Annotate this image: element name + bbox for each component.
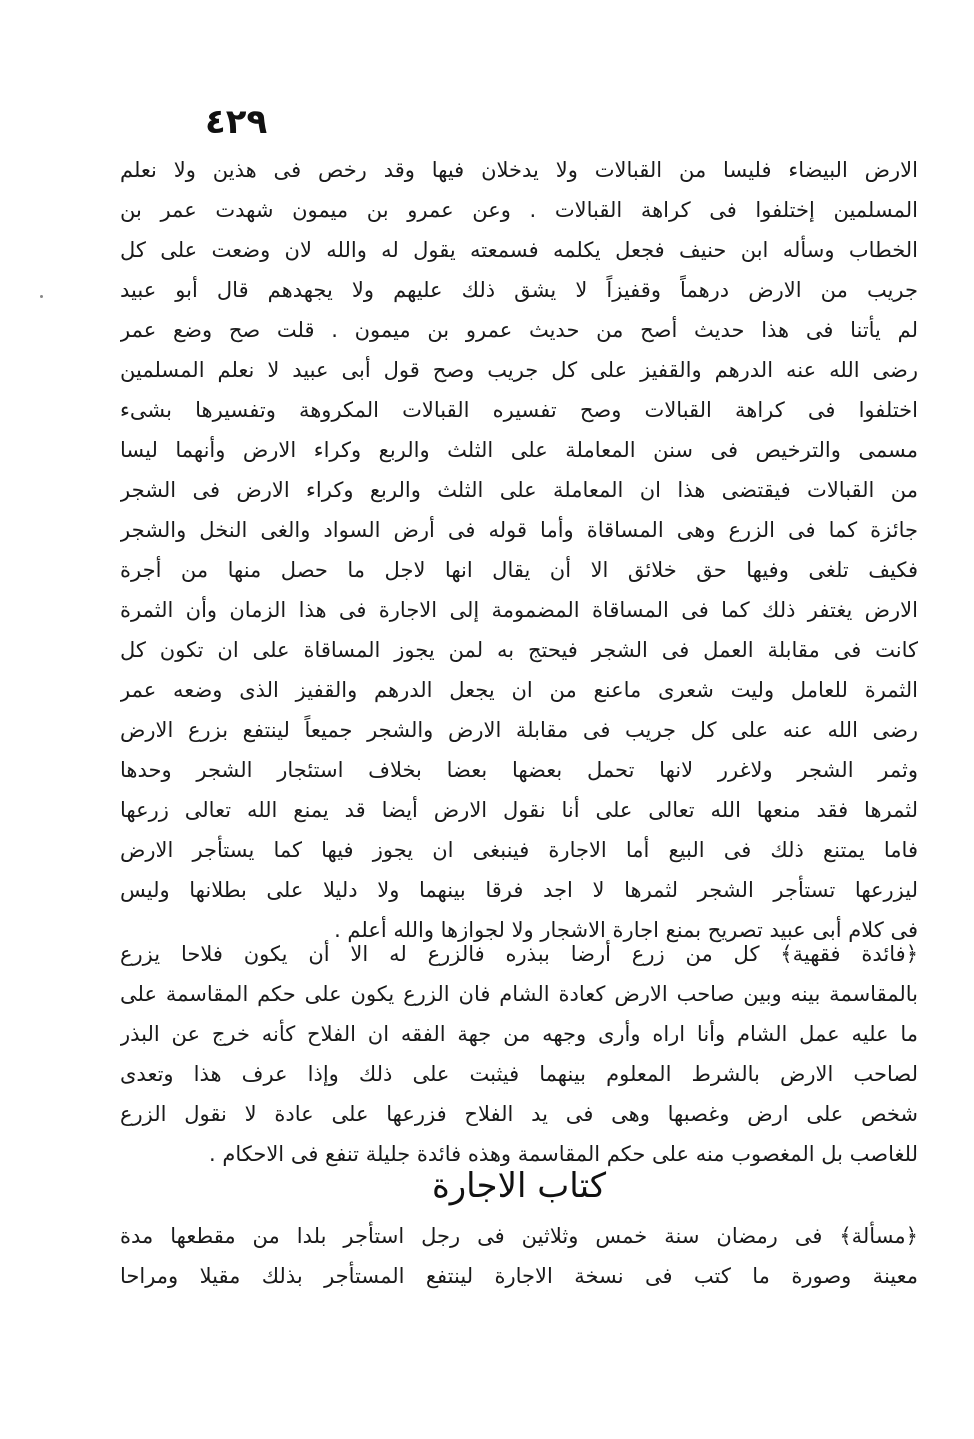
text-line: رضى الله عنه على كل جريب فى مقابلة الارض والشجر جميعاً لينتفع بزرع الارض <box>120 718 918 742</box>
text-line: جريب من الارض درهماً وقفيزاً لا يشق ذلك عليهم ولا يجهدهم قال أبو عبيد <box>120 278 918 302</box>
text-line: مسمى والترخيص فى سنن المعاملة على الثلث والربع وكراء الارض وأنهما ليسا <box>120 438 918 462</box>
text-line: المسلمين إختلفوا فى كراهة القبالات . وعن عمرو بن ميمون شهدت عمر بن <box>120 198 918 222</box>
note-line: بالمقاسمة بينه وبين صاحب الارض كعادة الشام فان الزرع يكون على حكم المقاسمة على <box>120 982 918 1006</box>
text-line: كانت فى مقابلة العمل فى الشجر فيحتج به لمن يجوز المساقاة على ان تكون كل <box>120 638 918 662</box>
note-line: لصاحب الارض بالشرط المعلوم بينهما فيثبت على ذلك وإذا عرف هذا وتعدى <box>120 1062 918 1086</box>
text-line: جائزة كما فى الزرع وهى المساقاة وأما قوله فى أرض السواد والغى النخل والشجر <box>120 518 918 542</box>
text-line: فى كلام أبى عبيد تصريح بمنع اجارة الاشجار ولا لجوازها والله أعلم . <box>334 918 918 942</box>
main-text <box>120 150 918 950</box>
text-line: الارض البيضاء فليسا من القبالات ولا يدخلان فيها وقد رخص فى هذين ولا نعلم <box>120 158 918 182</box>
text-line: فكيف تلغى وفيها حق خلائق الا أن يقال انها لاجل ما حصل منها من أجرة <box>120 558 918 582</box>
text-line: من القبالات فيقتضى هذا ان المعاملة على الثلث والربع وكراء الارض فى الشجر <box>120 478 918 502</box>
text-line: لم يأتنا فى هذا حديث أصح من حديث عمرو بن ميمون . قلت صح وضع عمر <box>120 318 918 342</box>
note-line: شخص على ارض وغصبها وهى فى يد الفلاح فزرعها على عادة لا نقول الزرع <box>120 1102 918 1126</box>
text-line: لثمرها فقد منعها الله تعالى على أنا نقول الارض أيضا قد يمنع الله تعالى زرعها <box>120 798 918 822</box>
page-number: ٤٢٩ <box>205 102 268 142</box>
text-line: ليزرعها تستأجر الشجر لثمرها لا اجد فرقا بينهما ولا دليلا على بطلانها وليس <box>120 878 918 902</box>
note-line: ﴿فائدة فقهية﴾ كل من زرع أرضا ببذره فالزرع له الا أن يكون فلاحا يزرع <box>120 942 918 966</box>
chapter-line: معينة وصورة ما كتب فى نسخة الاجارة لينتفع المستأجر بذلك مقيلا ومراحا <box>120 1264 918 1288</box>
text-line: الارض يغتفر ذلك كما فى المساقاة المضمومة إلى الاجارة فى هذا الزمان وأن الثمرة <box>120 598 918 622</box>
chapter-text <box>120 1216 918 1296</box>
chapter-heading: كتاب الاجارة <box>431 1166 607 1206</box>
text-line: الخطاب وسأله ابن حنيف فجعل يكلمه فسمعته يقول له والله لان وضعت على كل <box>120 238 918 262</box>
chapter-line: ﴿مسألة﴾ فى رمضان سنة خمس وثلاثين فى رجل استأجر بلدا من مقطعها مدة <box>120 1224 918 1248</box>
text-line: الثمرة للعامل وليت شعرى ماعنع من ان يجعل الدرهم والقفيز الذى وضعه عمر <box>120 678 918 702</box>
note-line: ما عليه عمل الشام وأنا اراه وأرى وجهه من جهة الفقه ان الفلاح كأنه خرج عن البذر <box>120 1022 918 1046</box>
text-line: فاما يمتنع ذلك فى البيع أما الاجارة فينبغى ان يجوز فيها كما يستأجر الارض <box>120 838 918 862</box>
fiqh-note <box>120 934 918 1174</box>
note-line: للغاصب بل المغصوب منه على حكم المقاسمة وهذه فائدة جليلة تنفع فى الاحكام . <box>209 1142 918 1166</box>
scan-speck <box>40 295 43 298</box>
text-line: رضى الله عنه الدرهم والقفيز على كل جريب وصح قول أبى عبيد لا نعلم المسلمين <box>120 358 918 382</box>
text-line: وثمر الشجر ولاغرر لانها تحمل بعضها بعضا بخلاف استئجار الشجر وحدها <box>120 758 918 782</box>
text-line: اختلفوا فى كراهة القبالات وصح تفسيره القبالات المكروهة وتفسيرها بشىء <box>120 398 918 422</box>
